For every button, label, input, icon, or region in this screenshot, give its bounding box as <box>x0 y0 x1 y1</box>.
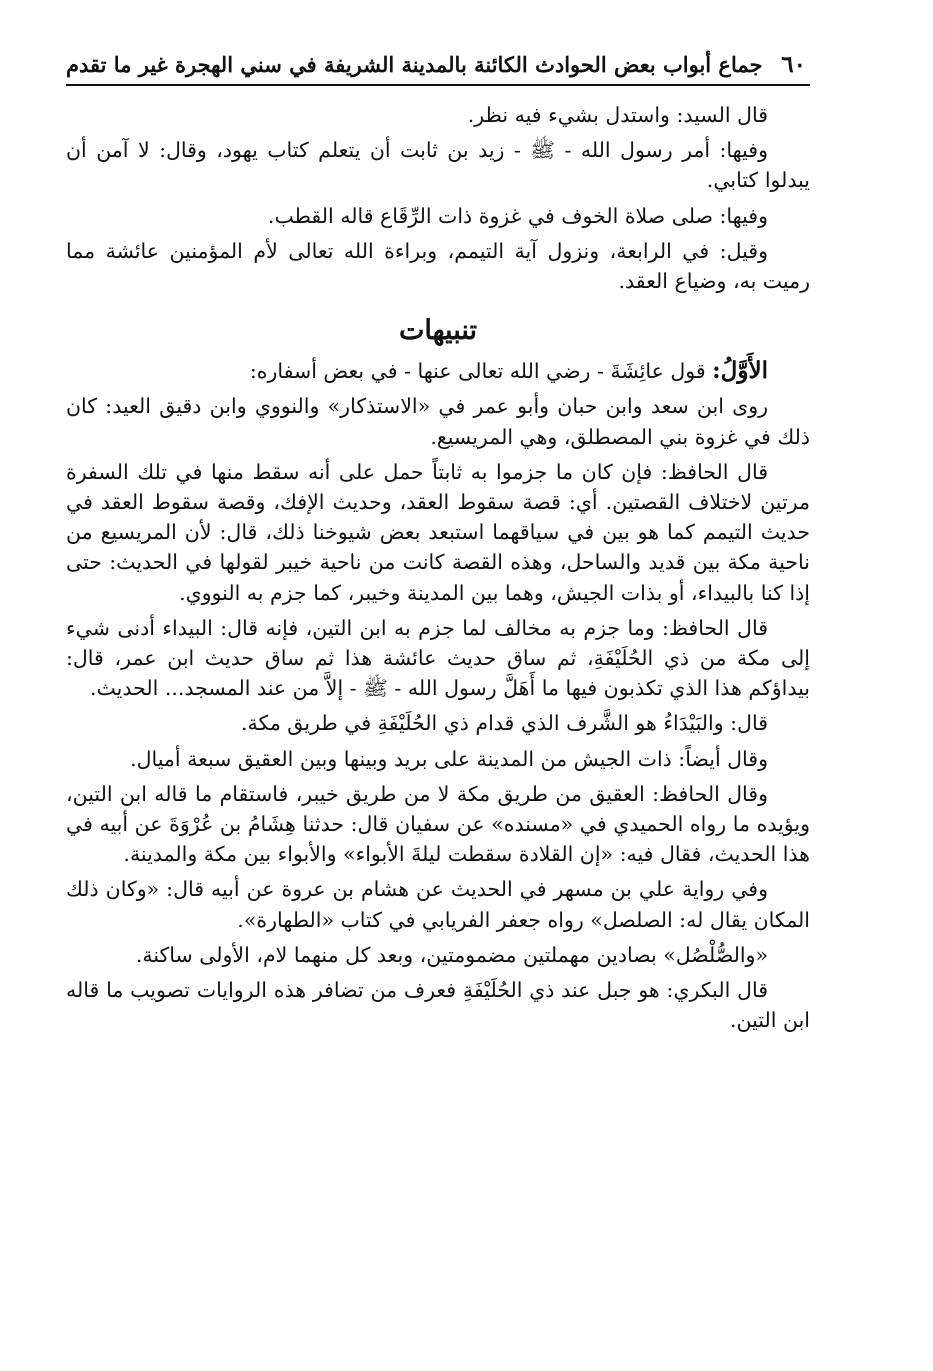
paragraph: قال السيد: واستدل بشيء فيه نظر. <box>467 103 768 127</box>
paragraph: قال الحافظ: فإن كان ما جزموا به ثابتاً حمل على أنه سقط منها في تلك السفرة مرتين لاختلاف القصتين. أي: قصة سقوط العقد، وحديث الإفك، وقصة سقوط العقد في حديث التيمم كما هو بين في سياقهما استبعد بعض شيوخنا ذلك، قال: لأن المريسيع من ناحية مكة بين قديد والساحل، وهذه القصة كانت من ناحية خيبر لقولها في الحديث: حتى إذا كنا بالبيداء، أو بذات الجيش، وهما بين المدينة وخيبر، كما جزم به النووي. <box>66 459 810 605</box>
paragraph: وفيها: أمر رسول الله - ﷺ - زيد بن ثابت أن يتعلم كتاب يهود، وقال: لا آمن أن يبدلوا كتابي. <box>66 138 810 193</box>
paragraph-text: قول عائِشَةَ - رضي الله تعالى عنها - في بعض أسفاره: <box>249 359 713 384</box>
running-title: جماع أبواب بعض الحوادث الكائنة بالمدينة الشريفة في سني الهجرة غير ما تقدم <box>66 52 763 77</box>
header-rule <box>66 84 810 86</box>
page-number: ٦٠ <box>781 51 806 78</box>
paragraph: قال الحافظ: وما جزم به مخالف لما جزم به ابن التين، فإنه قال: البيداء أدنى شيء إلى مكة من ذي الحُلَيْفَةِ، ثم ساق حديث عائشة هذا ثم ساق حديث ابن عمر، قال: بيداؤكم هذا الذي تكذبون فيها ما أَهَلَّ رسول الله - ﷺ - إلاَّ من عند المسجد... الحديث. <box>66 615 810 701</box>
paragraph: قال البكري: هو جبل عند ذي الحُلَيْفَةِ فعرف من تضافر هذه الروايات تصويب ما قاله ابن التين. <box>66 978 810 1033</box>
running-header <box>66 48 810 82</box>
paragraph: قال: والبَيْدَاءُ هو الشَّرف الذي قدام ذي الحُلَيْفَةِ في طريق مكة. <box>240 711 768 736</box>
body-text <box>66 100 810 1035</box>
book-page <box>66 48 810 1040</box>
paragraph <box>66 356 810 386</box>
paragraph: «والصُّلْصُل» بصادين مهملتين مضمومتين، وبعد كل منهما لام، الأولى ساكنة. <box>135 942 768 967</box>
paragraph: وفي رواية علي بن مسهر في الحديث عن هشام بن عروة عن أبيه قال: «وكان ذلك المكان يقال له: الصلصل» رواه جعفر الفريابي في كتاب «الطهارة». <box>66 877 810 932</box>
paragraph: وقيل: في الرابعة، ونزول آية التيمم، وبراءة الله تعالى لأم المؤمنين عائشة مما رميت به، وضياع العقد. <box>66 238 810 294</box>
section-heading: تنبيهات <box>398 315 478 347</box>
paragraph: روى ابن سعد وابن حبان وأبو عمر في «الاستذكار» والنووي وابن دقيق العيد: كان ذلك في غزوة بني المصطلق، وهي المريسيع. <box>66 394 810 449</box>
lead-word: الأَوَّلُ: <box>712 357 768 385</box>
paragraph: وقال أيضاً: ذات الجيش من المدينة على بريد وبينها وبين العقيق سبعة أميال. <box>130 746 768 771</box>
paragraph: وقال الحافظ: العقيق من طريق مكة لا من طريق خيبر، فاستقام ما قاله ابن التين، ويؤيده ما رواه الحميدي في «مسنده» عن سفيان قال: حدثنا هِشَامُ بن عُرْوَةَ عن أبيه في هذا الحديث، فقال فيه: «إن القلادة سقطت ليلةَ الأبواء» والأبواء بين مكة والمدينة. <box>66 781 810 867</box>
paragraph: وفيها: صلى صلاة الخوف في غزوة ذات الرِّقَاع قاله القطب. <box>267 203 768 228</box>
